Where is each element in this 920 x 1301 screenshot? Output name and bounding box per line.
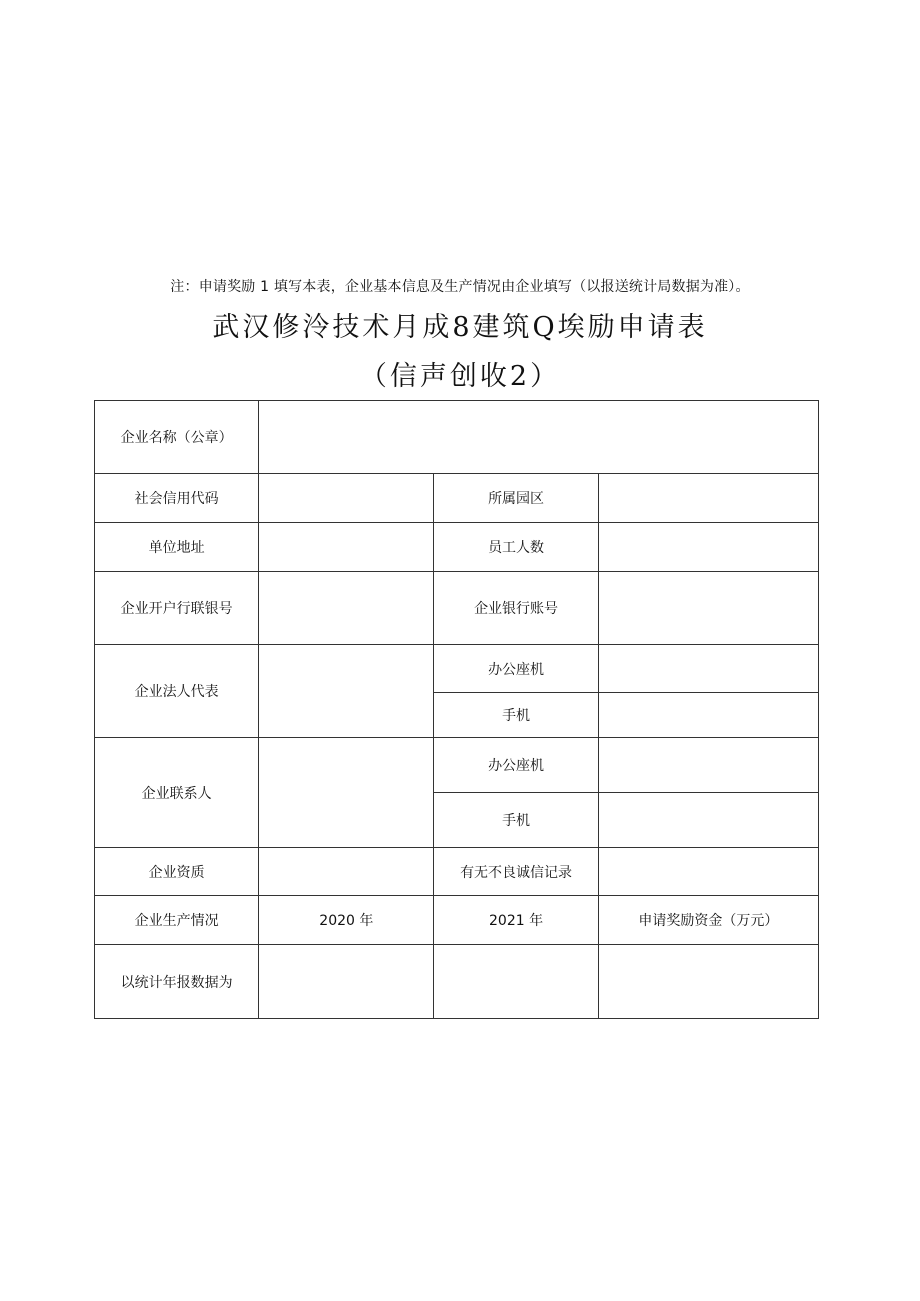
legal-mobile-field[interactable] <box>598 693 818 738</box>
row-legal-rep-office <box>95 645 819 693</box>
legal-office-phone-field[interactable] <box>598 645 818 693</box>
contact-label: 企业联系人 <box>95 738 259 848</box>
bank-field[interactable] <box>259 572 434 645</box>
legal-rep-label: 企业法人代表 <box>95 645 259 738</box>
row-production-values <box>95 945 819 1019</box>
row-production-header <box>95 896 819 945</box>
production-label: 企业生产情况 <box>95 896 259 945</box>
employees-label: 员工人数 <box>434 523 598 572</box>
row-credit-code <box>95 474 819 523</box>
bad-record-label: 有无不良诚信记录 <box>434 848 598 896</box>
address-label: 单位地址 <box>95 523 259 572</box>
contact-office-phone-field[interactable] <box>598 738 818 793</box>
row-qualification <box>95 848 819 896</box>
form-note: 注：申请奖励 1 填写本表，企业基本信息及生产情况由企业填写（以报送统计局数据为准）。 <box>170 279 750 295</box>
year-2020-field[interactable] <box>259 945 434 1019</box>
address-field[interactable] <box>259 523 434 572</box>
account-field[interactable] <box>598 572 818 645</box>
year-2021-field[interactable] <box>434 945 598 1019</box>
account-label: 企业银行账号 <box>434 572 598 645</box>
funding-header: 申请奖励资金（万元） <box>598 896 818 945</box>
qualification-field[interactable] <box>259 848 434 896</box>
company-name-label: 企业名称（公章） <box>95 401 259 474</box>
statistics-basis-label: 以统计年报数据为 <box>95 945 259 1019</box>
year-2021-header: 2021 年 <box>434 896 598 945</box>
legal-office-phone-label: 办公座机 <box>434 645 598 693</box>
row-company-name <box>95 401 819 474</box>
contact-mobile-field[interactable] <box>598 793 818 848</box>
employees-field[interactable] <box>598 523 818 572</box>
bad-record-field[interactable] <box>598 848 818 896</box>
company-name-field[interactable] <box>259 401 819 474</box>
application-form-table <box>94 400 819 1019</box>
row-bank <box>95 572 819 645</box>
credit-code-label: 社会信用代码 <box>95 474 259 523</box>
form-subtitle: （信声创收2） <box>359 361 561 392</box>
row-contact-office <box>95 738 819 793</box>
park-field[interactable] <box>598 474 818 523</box>
funding-field[interactable] <box>598 945 818 1019</box>
bank-label: 企业开户行联银号 <box>95 572 259 645</box>
park-label: 所属园区 <box>434 474 598 523</box>
contact-mobile-label: 手机 <box>434 793 598 848</box>
legal-rep-field[interactable] <box>259 645 434 738</box>
contact-field[interactable] <box>259 738 434 848</box>
legal-mobile-label: 手机 <box>434 693 598 738</box>
contact-office-phone-label: 办公座机 <box>434 738 598 793</box>
qualification-label: 企业资质 <box>95 848 259 896</box>
year-2020-header: 2020 年 <box>259 896 434 945</box>
row-address <box>95 523 819 572</box>
form-title: 武汉修泠技术月成8建筑Q埃励申请表 <box>212 312 708 343</box>
credit-code-field[interactable] <box>259 474 434 523</box>
